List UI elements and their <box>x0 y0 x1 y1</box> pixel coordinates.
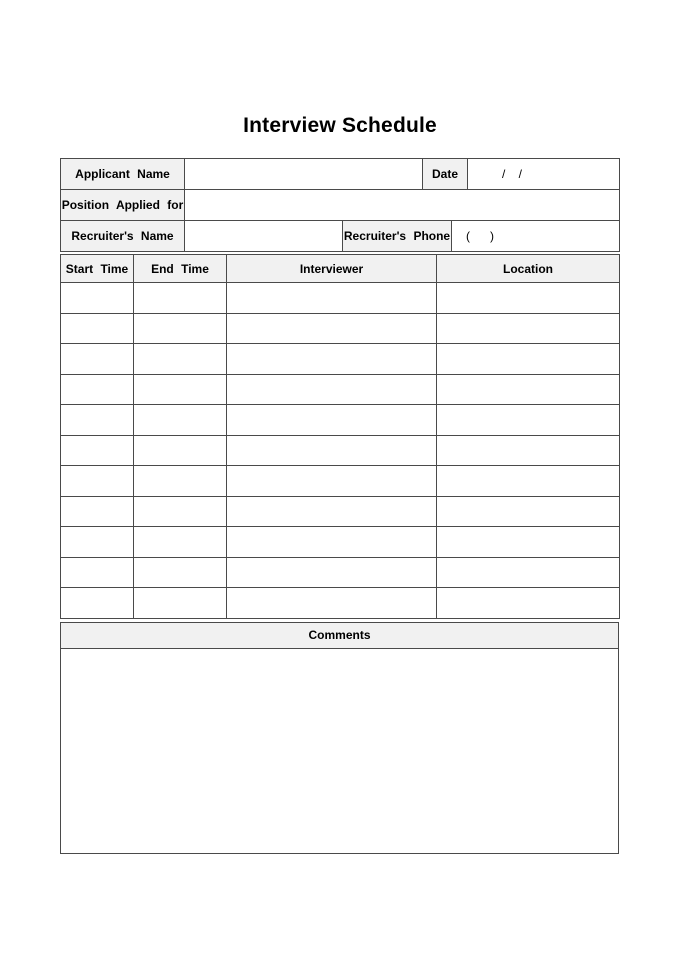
applicant-info-table <box>60 158 620 252</box>
column-header-interviewer: Interviewer <box>227 255 437 283</box>
schedule-table-body <box>61 283 620 619</box>
schedule-cell-interviewer[interactable] <box>227 344 437 375</box>
schedule-cell-start-time[interactable] <box>61 466 134 497</box>
schedule-cell-end-time[interactable] <box>134 557 227 588</box>
comments-field[interactable] <box>61 648 619 853</box>
form-container <box>60 158 619 854</box>
schedule-cell-end-time[interactable] <box>134 313 227 344</box>
schedule-cell-location[interactable] <box>437 435 620 466</box>
applicant-name-row <box>61 159 620 190</box>
schedule-cell-end-time[interactable] <box>134 344 227 375</box>
date-field[interactable]: / / <box>468 159 620 190</box>
schedule-cell-location[interactable] <box>437 374 620 405</box>
schedule-cell-start-time[interactable] <box>61 527 134 558</box>
schedule-cell-location[interactable] <box>437 405 620 436</box>
schedule-row <box>61 344 620 375</box>
schedule-cell-end-time[interactable] <box>134 374 227 405</box>
schedule-cell-interviewer[interactable] <box>227 527 437 558</box>
schedule-cell-location[interactable] <box>437 557 620 588</box>
applicant-name-field[interactable] <box>185 159 423 190</box>
schedule-cell-start-time[interactable] <box>61 313 134 344</box>
comments-header: Comments <box>61 622 619 648</box>
schedule-cell-location[interactable] <box>437 496 620 527</box>
schedule-cell-location[interactable] <box>437 527 620 558</box>
schedule-cell-interviewer[interactable] <box>227 466 437 497</box>
schedule-table <box>60 254 620 619</box>
schedule-cell-location[interactable] <box>437 466 620 497</box>
column-header-start-time: Start Time <box>61 255 134 283</box>
schedule-cell-interviewer[interactable] <box>227 557 437 588</box>
page-title: Interview Schedule <box>243 114 437 137</box>
schedule-row <box>61 283 620 314</box>
schedule-cell-end-time[interactable] <box>134 405 227 436</box>
recruiter-phone-label: Recruiter's Phone <box>343 221 452 252</box>
schedule-cell-start-time[interactable] <box>61 588 134 619</box>
schedule-cell-end-time[interactable] <box>134 466 227 497</box>
recruiter-row <box>61 221 620 252</box>
recruiter-phone-field[interactable]: ( ) <box>452 221 620 252</box>
column-header-end-time: End Time <box>134 255 227 283</box>
schedule-cell-location[interactable] <box>437 344 620 375</box>
column-header-location: Location <box>437 255 620 283</box>
position-row <box>61 190 620 221</box>
position-applied-label: Position Applied for <box>61 190 185 221</box>
schedule-row <box>61 435 620 466</box>
schedule-cell-end-time[interactable] <box>134 527 227 558</box>
schedule-cell-start-time[interactable] <box>61 283 134 314</box>
schedule-cell-end-time[interactable] <box>134 283 227 314</box>
schedule-cell-start-time[interactable] <box>61 557 134 588</box>
schedule-cell-start-time[interactable] <box>61 435 134 466</box>
schedule-cell-location[interactable] <box>437 283 620 314</box>
recruiter-name-field[interactable] <box>185 221 343 252</box>
comments-section <box>60 622 619 854</box>
schedule-row <box>61 588 620 619</box>
schedule-cell-end-time[interactable] <box>134 588 227 619</box>
schedule-cell-interviewer[interactable] <box>227 374 437 405</box>
schedule-cell-end-time[interactable] <box>134 435 227 466</box>
schedule-cell-interviewer[interactable] <box>227 588 437 619</box>
schedule-cell-start-time[interactable] <box>61 374 134 405</box>
schedule-cell-interviewer[interactable] <box>227 435 437 466</box>
schedule-row <box>61 374 620 405</box>
position-applied-field[interactable] <box>185 190 620 221</box>
schedule-row <box>61 466 620 497</box>
schedule-cell-location[interactable] <box>437 588 620 619</box>
schedule-row <box>61 557 620 588</box>
schedule-row <box>61 527 620 558</box>
schedule-cell-interviewer[interactable] <box>227 496 437 527</box>
recruiter-name-label: Recruiter's Name <box>61 221 185 252</box>
schedule-row <box>61 313 620 344</box>
schedule-cell-end-time[interactable] <box>134 496 227 527</box>
date-label: Date <box>423 159 468 190</box>
schedule-table-header <box>61 255 620 283</box>
schedule-cell-interviewer[interactable] <box>227 405 437 436</box>
schedule-cell-location[interactable] <box>437 313 620 344</box>
schedule-row <box>61 405 620 436</box>
schedule-cell-start-time[interactable] <box>61 405 134 436</box>
schedule-cell-start-time[interactable] <box>61 496 134 527</box>
applicant-name-label: Applicant Name <box>61 159 185 190</box>
schedule-row <box>61 496 620 527</box>
schedule-cell-start-time[interactable] <box>61 344 134 375</box>
schedule-cell-interviewer[interactable] <box>227 313 437 344</box>
schedule-cell-interviewer[interactable] <box>227 283 437 314</box>
